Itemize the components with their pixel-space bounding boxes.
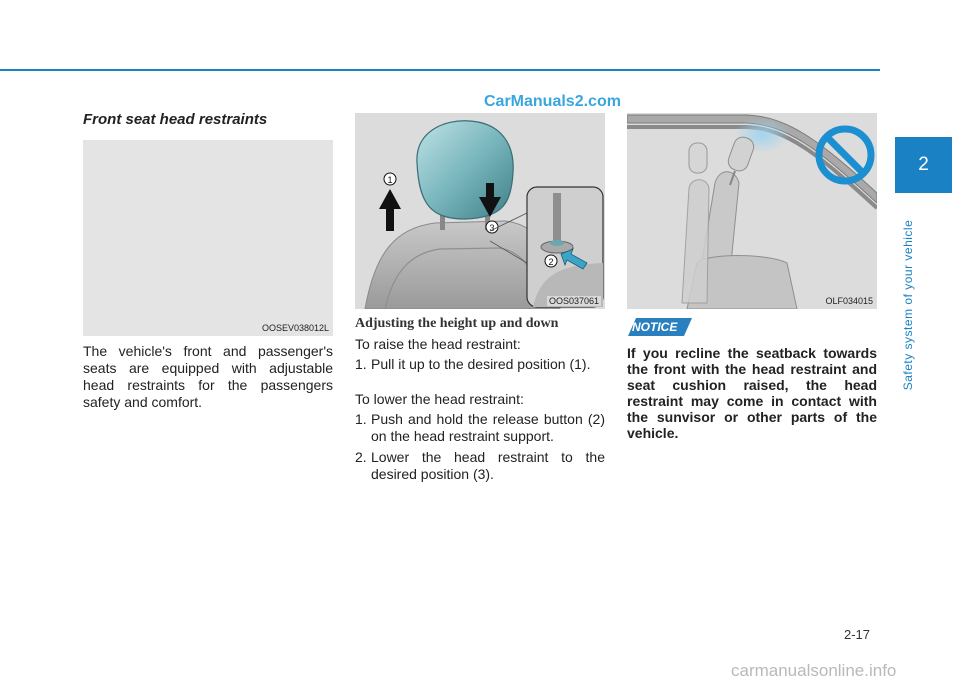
chapter-number: 2 xyxy=(918,154,929,175)
marker-3: 3 xyxy=(489,223,495,233)
marker-1: 1 xyxy=(387,175,393,185)
figure-reclined-seat xyxy=(627,113,877,309)
figure-code: OOSEV038012L xyxy=(261,323,329,333)
watermark-top: CarManuals2.com xyxy=(484,93,621,110)
list-number: 1. xyxy=(355,356,367,372)
figure-code: OOS037061 xyxy=(548,296,599,306)
list-item xyxy=(355,411,605,445)
page-number: 2-17 xyxy=(844,627,871,642)
figure-code: OLF034015 xyxy=(825,296,873,306)
reclined-seat-illustration xyxy=(627,113,877,309)
intro-text: The vehicle's front and passenger's seats are equipped with adjustable head restraints for the passengers safety and comfort. xyxy=(83,343,333,410)
header-rule xyxy=(0,69,880,71)
lower-intro: To lower the head restraint: xyxy=(355,391,524,407)
middle-column-text xyxy=(355,336,605,483)
subheading-adjust-height: Adjusting the height up and down xyxy=(355,316,559,331)
intro-paragraph xyxy=(83,343,333,411)
notice-paragraph: If you recline the seatback towards the front with the head restraint and seat cushion raised, the head restraint may come in contact with the sunvisor or other parts of the vehicle. xyxy=(627,345,877,441)
list-text: Pull it up to the desired position (1). xyxy=(371,356,591,372)
raise-intro: To raise the head restraint: xyxy=(355,336,521,352)
list-number: 1. xyxy=(355,411,367,427)
notice-label: NOTICE xyxy=(632,320,678,334)
chapter-tab xyxy=(895,137,952,193)
list-text: Lower the head restraint to the desired position (3). xyxy=(371,449,605,482)
chapter-title: Safety system of your vehicle xyxy=(901,219,915,391)
figure-seat-overview xyxy=(83,140,333,336)
section-title: Front seat head restraints xyxy=(83,111,268,128)
list-number: 2. xyxy=(355,449,367,465)
list-item xyxy=(355,449,605,483)
marker-2: 2 xyxy=(548,257,554,267)
watermark-bottom: carmanualsonline.info xyxy=(731,661,897,680)
list-text: Push and hold the release button (2) on the head restraint support. xyxy=(371,411,605,444)
figure-head-restraint xyxy=(355,113,605,309)
head-restraint-illustration xyxy=(355,113,605,309)
list-item xyxy=(355,356,605,373)
